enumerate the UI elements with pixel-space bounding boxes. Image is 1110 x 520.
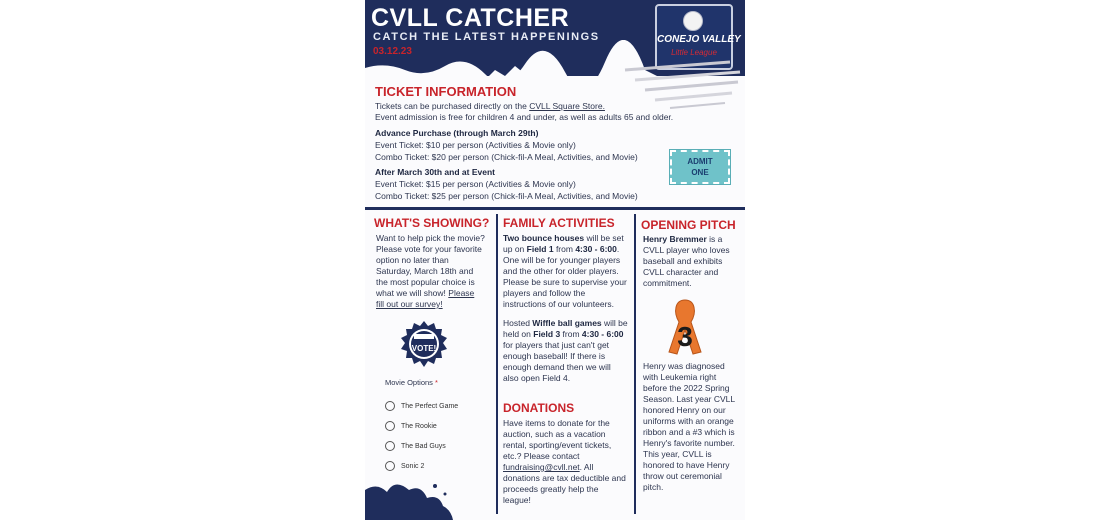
radio-circle-icon	[385, 461, 395, 471]
decorative-streaks	[620, 60, 745, 112]
radio-circle-icon	[385, 401, 395, 411]
column-divider-1	[496, 214, 498, 514]
league-logo: CONEJO VALLEY Little League	[655, 4, 733, 70]
movie-option-radio[interactable]: The Perfect Game	[385, 401, 458, 411]
column-divider-2	[634, 214, 636, 514]
ticket-info-line1: Tickets can be purchased directly on the CVLL Square Store.	[375, 101, 605, 111]
ticket-info-heading: TICKET INFORMATION	[375, 84, 517, 99]
opening-pitch-intro: Henry Bremmer is a CVLL player who loves baseball and exhibits CVLL character and commitment.	[643, 234, 730, 288]
movie-option-radio[interactable]: Sonic 2	[385, 461, 424, 471]
family-activities-text: Two bounce houses will be set up on Field 1 from 4:30 - 6:00. One will be for younger players and the other for older players. Please be sure to supervise your players and follow the instructions of our volunteers. Hosted Wiffle ball games will be held on Field 3 from 4:30 - 6:00 for players that just can't get enough baseball! If there is enough demand then we will also open Field 4.	[503, 233, 628, 383]
donations-heading: DONATIONS	[503, 401, 575, 415]
donations-text: Have items to donate for the auction, such as a vacation rental, sporting/event tickets, etc.? Please contact fundraising@cvll.net. All donations are tax deductible and proceeds greatly help the league!	[503, 418, 626, 505]
issue-date: 03.12.23	[373, 46, 412, 57]
after-heading: After March 30th and at Event	[375, 167, 495, 177]
advance-event-ticket: Event Ticket: $10 per person (Activities & Movie only)	[375, 140, 576, 150]
newsletter-subtitle: CATCH THE LATEST HAPPENINGS	[373, 31, 600, 43]
movie-option-radio[interactable]: The Rookie	[385, 421, 437, 431]
vote-badge-icon	[400, 320, 448, 368]
ticket-info-line2: Event admission is free for children 4 and under, as well as adults 65 and older.	[375, 112, 674, 122]
opening-pitch-story: Henry was diagnosed with Leukemia right before the 2022 Spring Season. Last year CVLL honored Henry on our uniforms with an orange ribbon and a #3 which is Henry's favorite number. This year, CVLL is honored to have Henry throw out ceremonial pitch.	[643, 361, 736, 492]
square-store-link[interactable]: CVLL Square Store.	[529, 101, 605, 111]
family-activities-heading: FAMILY ACTIVITIES	[503, 216, 615, 230]
advance-heading: Advance Purchase (through March 29th)	[375, 128, 539, 138]
admit-one-ticket-icon: ADMIT ONE	[670, 150, 730, 184]
whats-showing-heading: WHAT'S SHOWING?	[374, 216, 490, 230]
opening-pitch-heading: OPENING PITCH	[641, 218, 736, 232]
svg-text:3: 3	[677, 321, 693, 352]
baseball-icon	[683, 11, 703, 31]
newsletter-flyer	[365, 0, 745, 520]
svg-text:VOTE!: VOTE!	[411, 344, 437, 353]
after-event-ticket: Event Ticket: $15 per person (Activities & Movie only)	[375, 179, 576, 189]
radio-circle-icon	[385, 441, 395, 451]
orange-ribbon-icon	[665, 296, 705, 356]
after-combo-ticket: Combo Ticket: $25 per person (Chick-fil-A Meal, Activities, and Movie)	[375, 191, 638, 201]
movie-options-label: Movie Options *	[385, 378, 438, 387]
survey-link-2[interactable]: fill out our survey!	[376, 299, 443, 309]
brush-splash-decoration	[365, 472, 455, 520]
fundraising-email-link[interactable]: fundraising@cvll.net	[503, 462, 580, 472]
advance-combo-ticket: Combo Ticket: $20 per person (Chick-fil-A Meal, Activities, and Movie)	[375, 152, 638, 162]
survey-link-1[interactable]: Please	[448, 288, 475, 298]
radio-circle-icon	[385, 421, 395, 431]
newsletter-title: CVLL CATCHER	[371, 4, 570, 32]
section-divider	[365, 207, 745, 210]
movie-option-radio[interactable]: The Bad Guys	[385, 441, 446, 451]
whats-showing-text: Want to help pick the movie? Please vote for your favorite option no later than Saturday, March 18th and the most popular choice is what we will show! Please fill out our survey!	[376, 233, 496, 310]
